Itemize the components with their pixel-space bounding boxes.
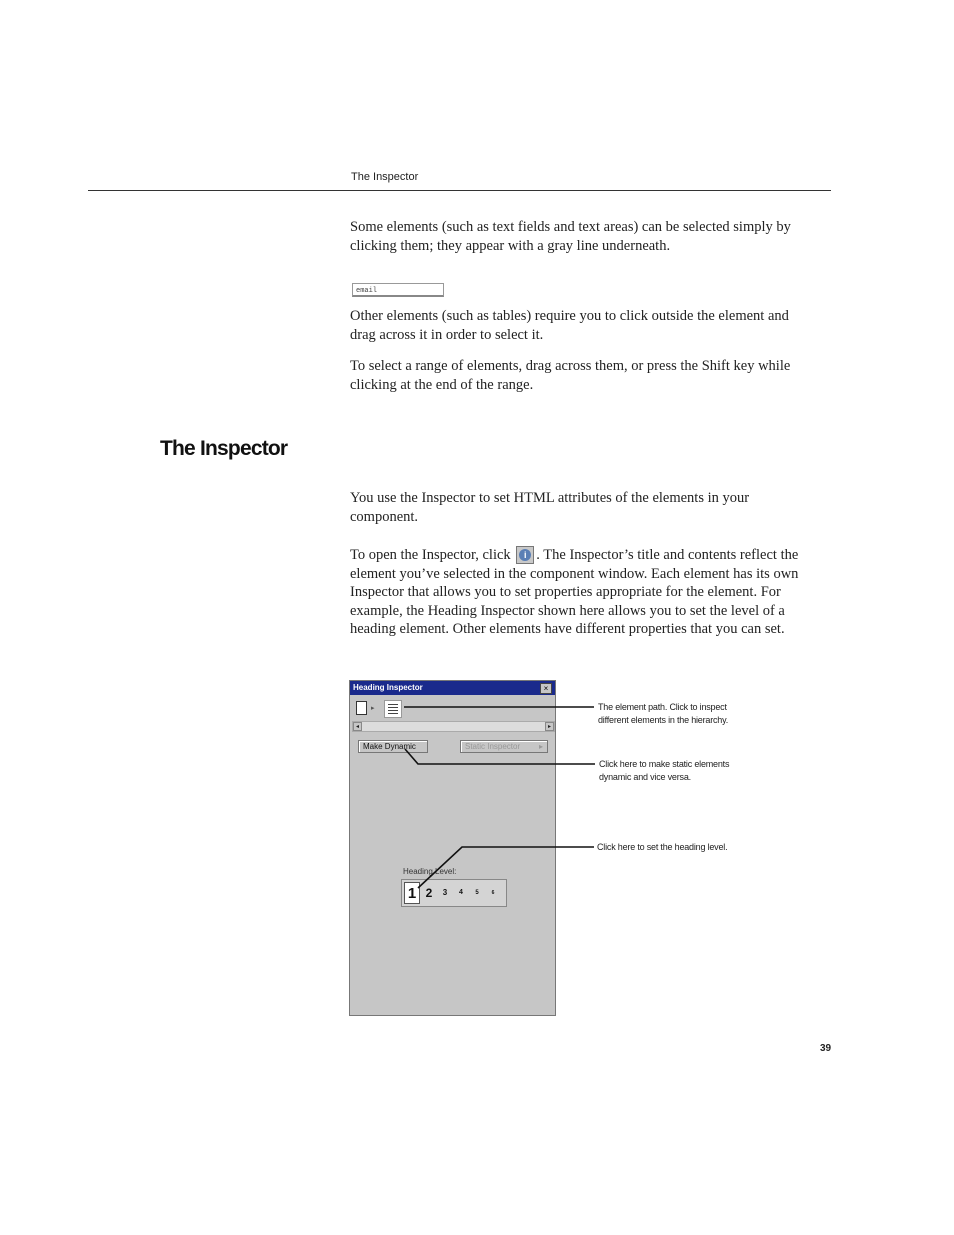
heading-level-6[interactable]: 6	[491, 890, 495, 896]
inspector-info-icon: i	[516, 546, 534, 564]
chevron-right-icon: ▸	[538, 742, 543, 751]
scroll-right-icon[interactable]: ▸	[545, 722, 554, 731]
callout-heading-level: Click here to set the heading level.	[597, 842, 728, 852]
heading-level-5[interactable]: 5	[475, 890, 479, 896]
leader-heading-level	[418, 847, 594, 888]
static-inspector-label: Static Inspector	[465, 742, 521, 751]
callout-element-path-line1: The element path. Click to inspect	[598, 702, 727, 712]
heading-level-3[interactable]: 3	[442, 888, 448, 897]
make-dynamic-button[interactable]: Make Dynamic	[358, 740, 428, 753]
running-head: The Inspector	[351, 171, 419, 183]
page-number: 39	[820, 1043, 832, 1054]
section-heading: The Inspector	[160, 437, 288, 460]
open-inspector-text-start: To open the Inspector, click	[350, 547, 511, 563]
close-icon[interactable]: ×	[540, 683, 552, 694]
open-inspector-text-rest: . The Inspector’s title and contents reflect the element you’ve selected in the component window. Each element has its own Inspector that allows you to set properties appropriate for the element. For example, the Heading Inspector shown here allows you to set the level of a heading element. Other elements have different properties that you can set.	[350, 547, 799, 637]
heading-level-1[interactable]: 1	[404, 882, 420, 904]
callout-make-dynamic	[599, 758, 729, 783]
scroll-left-icon[interactable]: ◂	[353, 722, 362, 731]
paragraph-inspector-intro: You use the Inspector to set HTML attributes of the elements in your component.	[350, 490, 750, 525]
callout-make-dynamic-line1: Click here to make static elements	[599, 759, 730, 769]
leader-make-dynamic	[405, 749, 595, 764]
sample-text-field: email	[352, 283, 444, 297]
paragraph-drag-select: Other elements (such as tables) require you to click outside the element and drag across it in order to select it.	[350, 308, 789, 343]
heading-level-2[interactable]: 2	[425, 886, 433, 900]
inspector-title: Heading Inspector	[353, 683, 423, 692]
paragraph-select-text-fields: Some elements (such as text fields and text areas) can be selected simply by clicking them; they appear with a gray line underneath.	[350, 219, 791, 254]
callout-element-path	[598, 701, 728, 726]
callout-element-path-line2: different elements in the hierarchy.	[598, 714, 729, 725]
heading-level-4[interactable]: 4	[459, 889, 463, 896]
heading-level-label: Heading Level:	[403, 867, 457, 876]
callout-make-dynamic-line2: dynamic and vice versa.	[599, 771, 691, 782]
path-separator-icon: ▸	[371, 705, 375, 712]
paragraph-range-select: To select a range of elements, drag across them, or press the Shift key while clicking at the end of the range.	[350, 358, 791, 393]
